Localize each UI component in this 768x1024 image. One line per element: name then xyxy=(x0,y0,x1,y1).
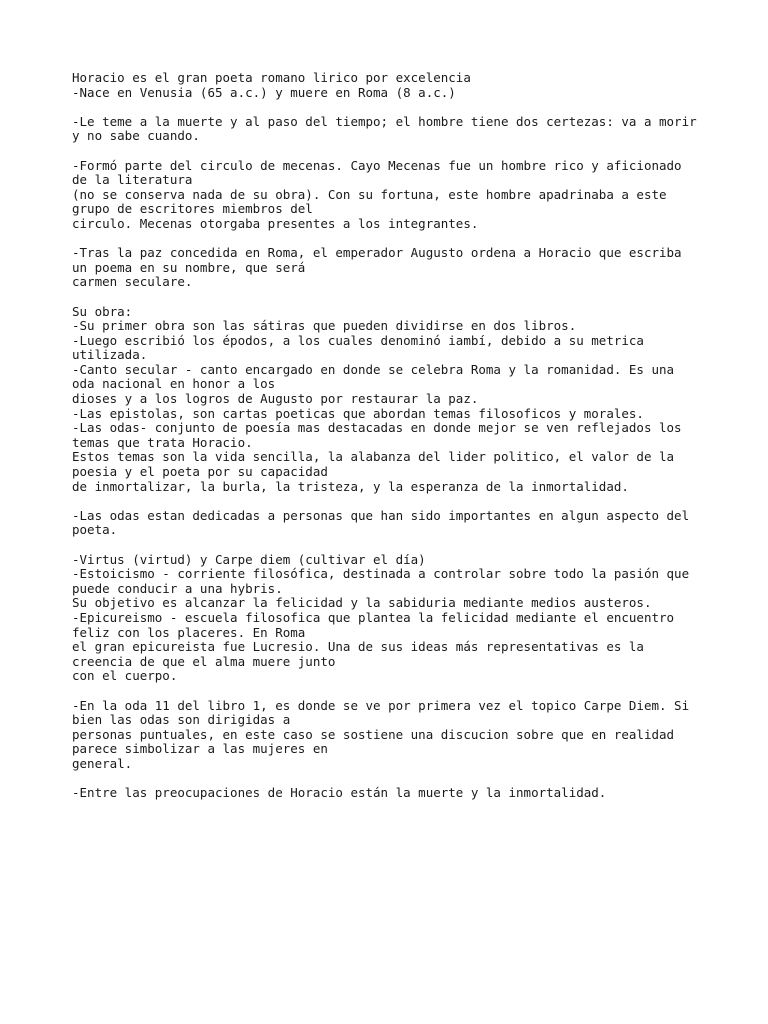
text-line: carmen seculare. xyxy=(72,274,193,290)
text-line: utilizada. xyxy=(72,347,148,363)
text-line: parece simbolizar a las mujeres en xyxy=(72,741,328,757)
text-line: -Virtus (virtud) y Carpe diem (cultivar el día) xyxy=(72,551,426,567)
text-line: personas puntuales, en este caso se sostiene una discucion sobre que en realidad xyxy=(72,726,675,742)
blank-line xyxy=(72,538,712,553)
text-line: el gran epicureista fue Lucresio. Una de sus ideas más representativas es la xyxy=(72,639,644,655)
text-line: -Las odas- conjunto de poesía mas destacadas en donde mejor se ven reflejados los xyxy=(72,420,682,436)
text-line: de inmortalizar, la burla, la tristeza, y la esperanza de la inmortalidad. xyxy=(72,478,629,494)
text-line: -En la oda 11 del libro 1, es donde se ve por primera vez el topico Carpe Diem. Si xyxy=(72,697,690,713)
text-line: temas que trata Horacio. xyxy=(72,434,253,450)
text-line: general. xyxy=(72,755,133,771)
text-line: poeta. xyxy=(72,522,118,538)
text-line: -Nace en Venusia (65 a.c.) y muere en Roma (8 a.c.) xyxy=(72,84,456,100)
text-line: oda nacional en honor a los xyxy=(72,376,276,392)
blank-line xyxy=(72,684,712,699)
text-line: -Formó parte del circulo de mecenas. Cayo Mecenas fue un hombre rico y aficionado xyxy=(72,157,682,173)
text-line: de la literatura xyxy=(72,172,193,188)
text-line: un poema en su nombre, que será xyxy=(72,259,306,275)
blank-line xyxy=(72,100,712,115)
text-line: grupo de escritores miembros del xyxy=(72,201,313,217)
text-line: -Epicureismo - escuela filosofica que plantea la felicidad mediante el encuentro xyxy=(72,609,675,625)
text-line: y no sabe cuando. xyxy=(72,128,200,144)
blank-line xyxy=(72,772,712,787)
blank-line xyxy=(72,290,712,305)
text-line: puede conducir a una hybris. xyxy=(72,580,283,596)
text-line: dioses y a los logros de Augusto por restaurar la paz. xyxy=(72,391,479,407)
text-line: -Su primer obra son las sátiras que pueden dividirse en dos libros. xyxy=(72,318,577,334)
text-line: feliz con los placeres. En Roma xyxy=(72,624,306,640)
text-line: poesia y el poeta por su capacidad xyxy=(72,464,328,480)
blank-line xyxy=(72,232,712,247)
text-line: (no se conserva nada de su obra). Con su fortuna, este hombre apadrinaba a este xyxy=(72,186,667,202)
text-line: Horacio es el gran poeta romano lirico por excelencia xyxy=(72,70,471,85)
text-line: -Canto secular - canto encargado en donde se celebra Roma y la romanidad. Es una xyxy=(72,361,675,377)
text-line: -Tras la paz concedida en Roma, el emperador Augusto ordena a Horacio que escriba xyxy=(72,245,682,261)
text-line: -Le teme a la muerte y al paso del tiempo; el hombre tiene dos certezas: va a morir xyxy=(72,113,697,129)
text-line: Estos temas son la vida sencilla, la alabanza del lider politico, el valor de la xyxy=(72,449,675,465)
text-line: -Las epistolas, son cartas poeticas que abordan temas filosoficos y morales. xyxy=(72,405,644,421)
text-line: -Luego escribió los épodos, a los cuales denominó iambí, debido a su metrica xyxy=(72,332,644,348)
text-line: circulo. Mecenas otorgaba presentes a los integrantes. xyxy=(72,215,479,231)
blank-line xyxy=(72,494,712,509)
text-line: creencia de que el alma muere junto xyxy=(72,653,336,669)
blank-line xyxy=(72,144,712,159)
document-body xyxy=(72,71,712,801)
text-line: bien las odas son dirigidas a xyxy=(72,712,291,728)
text-line: Su objetivo es alcanzar la felicidad y la sabiduria mediante medios austeros. xyxy=(72,595,652,611)
text-line: -Estoicismo - corriente filosófica, destinada a controlar sobre todo la pasión que xyxy=(72,566,690,582)
text-line: con el cuerpo. xyxy=(72,668,178,684)
text-line: -Las odas estan dedicadas a personas que han sido importantes en algun aspecto del xyxy=(72,507,690,523)
text-line: Su obra: xyxy=(72,303,133,319)
text-line: -Entre las preocupaciones de Horacio están la muerte y la inmortalidad. xyxy=(72,785,607,801)
